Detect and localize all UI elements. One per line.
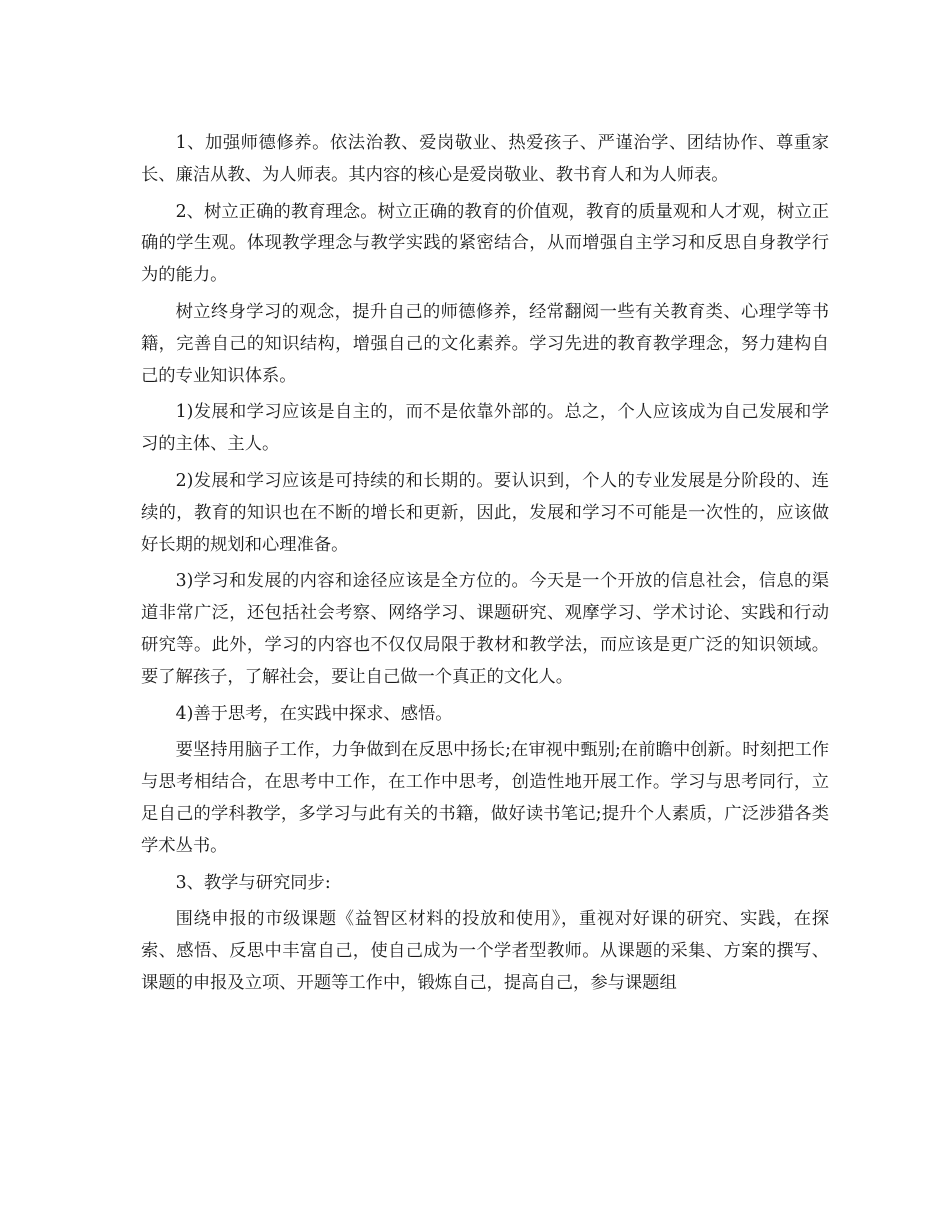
paragraph-1: 1、加强师德修养。依法治教、爱岗敬业、热爱孩子、严谨治学、团结协作、尊重家长、廉洁从教、为人师表。其内容的核心是爱岗敬业、教书育人和为人师表。: [141, 133, 829, 185]
paragraph-9: 3、教学与研究同步:: [175, 872, 331, 893]
paragraph-8: 要坚持用脑子工作，力争做到在反思中扬长;在审视中甄别;在前瞻中创新。时刻把工作与思考相结合，在思考中工作，在工作中思考，创造性地开展工作。学习与思考同行，立足自己的学科教学，多学习与此有关的书籍，做好读书笔记;提升个人素质，广泛涉猎各类学术丛书。: [141, 740, 829, 856]
paragraph-7: 4)善于思考，在实践中探求、感悟。: [175, 703, 453, 724]
paragraph-10: 围绕申报的市级课题《益智区材料的投放和使用》，重视对好课的研究、实践，在探索、感悟、反思中丰富自己，使自己成为一个学者型教师。从课题的采集、方案的撰写、课题的申报及立项、开题等工作中，锻炼自己，提高自己，参与课题组: [141, 909, 829, 993]
document-body: [141, 128, 829, 1005]
paragraph-5: 2)发展和学习应该是可持续的和长期的。要认识到，个人的专业发展是分阶段的、连续的，教育的知识也在不断的增长和更新，因此，发展和学习不可能是一次性的，应该做好长期的规划和心理准备。: [141, 470, 829, 555]
paragraph-2: 2、树立正确的教育理念。树立正确的教育的价值观，教育的质量观和人才观，树立正确的学生观。体现教学理念与教学实践的紧密结合，从而增强自主学习和反思自身教学行为的能力。: [141, 201, 829, 286]
paragraph-4: 1)发展和学习应该是自主的，而不是依靠外部的。总之，个人应该成为自己发展和学习的主体、主人。: [141, 402, 829, 455]
paragraph-3: 树立终身学习的观念，提升自己的师德修养，经常翻阅一些有关教育类、心理学等书籍，完善自己的知识结构，增强自己的文化素养。学习先进的教育教学理念，努力建构自己的专业知识体系。: [141, 301, 829, 386]
paragraph-6: 3)学习和发展的内容和途径应该是全方位的。今天是一个开放的信息社会，信息的渠道非常广泛，还包括社会考察、网络学习、课题研究、观摩学习、学术讨论、实践和行动研究等。此外，学习的内容也不仅仅局限于教材和教学法，而应该是更广泛的知识领域。要了解孩子，了解社会，要让自己做一个真正的文化人。: [141, 571, 829, 687]
